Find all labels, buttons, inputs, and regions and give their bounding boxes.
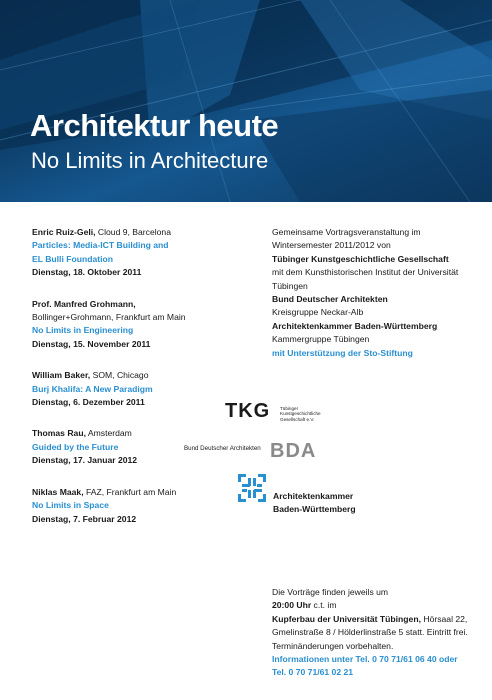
venue-info [272, 586, 487, 680]
akbw-line: Baden-Württemberg [273, 503, 356, 514]
lecture-topic: Particles: Media-ICT Building and [32, 240, 169, 251]
venue-address: Gmelinstraße 8 / Hölderlinstraße 5 statt. Eintritt frei. [272, 627, 468, 638]
lecture-list [32, 226, 232, 544]
lecture-item [32, 369, 232, 409]
venue-note: Terminänderungen vorbehalten. [272, 640, 394, 651]
organizer-detail: Kammergruppe Tübingen [272, 334, 370, 345]
sponsor-note: mit Unterstützung der Sto-Stiftung [272, 347, 413, 358]
speaker-affiliation: SOM, Chicago [90, 370, 149, 381]
organizers-block [272, 226, 472, 360]
akbw-line: Architektenkammer [273, 491, 354, 501]
speaker-affiliation: FAZ, Frankfurt am Main [83, 486, 177, 497]
lecture-date: Dienstag, 7. Februar 2012 [32, 513, 137, 524]
venue-name: Kupferbau der Universität Tübingen, [272, 613, 421, 624]
bda-mark: BDA [270, 440, 317, 462]
tkg-line: Tübinger [280, 406, 299, 411]
contact-phone: Tel. 0 70 71/61 02 21 [272, 667, 354, 678]
lecture-topic: Guided by the Future [32, 441, 119, 452]
lecture-date: Dienstag, 15. November 2011 [32, 338, 151, 349]
speaker-affiliation: Bollinger+Grohmann, Frankfurt am Main [32, 312, 186, 323]
tkg-line: Gesellschaft e.V. [280, 416, 315, 422]
organizer-detail: Tübingen [272, 280, 308, 291]
speaker-name: Enric Ruiz-Geli, [32, 227, 96, 237]
tkg-mark: TKG [225, 400, 271, 422]
speaker-affiliation: Cloud 9, Barcelona [95, 227, 171, 237]
page-subtitle: No Limits in Architecture [31, 148, 269, 173]
lecture-item [32, 298, 232, 352]
speaker-name: Thomas Rau, [32, 428, 86, 439]
akbw-logo [238, 474, 356, 514]
lecture-date: Dienstag, 17. Januar 2012 [32, 455, 138, 466]
akbw-emblem-icon [238, 474, 266, 502]
venue-line: c.t. im [311, 600, 337, 611]
hero-image [0, 0, 492, 202]
organizer-name: Architektenkammer Baden-Württemberg [272, 320, 438, 331]
organizer-name: Bund Deutscher Architekten [272, 294, 388, 305]
lecture-topic: Burj Khalifa: A New Paradigm [32, 383, 153, 394]
lecture-topic: No Limits in Space [32, 500, 109, 511]
lecture-date: Dienstag, 6. Dezember 2011 [32, 397, 145, 408]
speaker-name: Niklas Maak, [32, 486, 84, 497]
akbw-logo-text [273, 490, 356, 515]
lecture-item [32, 486, 232, 526]
tkg-logo-text [280, 406, 350, 422]
organizer-name: Tübinger Kunstgeschichtliche Gesellschaft [272, 253, 449, 264]
page-title: Architektur heute [30, 108, 279, 143]
organizers-intro: Wintersemester 2011/2012 von [272, 240, 391, 251]
tkg-logo [225, 400, 321, 423]
venue-line: Hörsaal 22, [420, 613, 468, 624]
lecture-topic: EL Bulli Foundation [32, 253, 113, 264]
organizers-intro: Gemeinsame Vortragsveranstaltung im [272, 227, 421, 237]
venue-line: Die Vorträge finden jeweils um [272, 587, 389, 597]
organizer-detail: mit dem Kunsthistorischen Institut der Universität [272, 267, 459, 278]
speaker-affiliation: Amsterdam [85, 428, 132, 439]
lecture-topic: No Limits in Engineering [32, 325, 134, 336]
speaker-name: Prof. Manfred Grohmann, [32, 298, 136, 309]
bda-logo-text: Bund Deutscher Architekten [184, 445, 261, 452]
speaker-name: William Baker, [32, 370, 91, 381]
lecture-item [32, 226, 232, 280]
organizer-detail: Kreisgruppe Neckar-Alb [272, 307, 364, 318]
event-time: 20:00 Uhr [272, 600, 312, 611]
lecture-date: Dienstag, 18. Oktober 2011 [32, 267, 142, 278]
contact-phone: Informationen unter Tel. 0 70 71/61 06 40 oder [272, 654, 458, 665]
tkg-line: Kunstgeschichtliche [280, 411, 321, 417]
